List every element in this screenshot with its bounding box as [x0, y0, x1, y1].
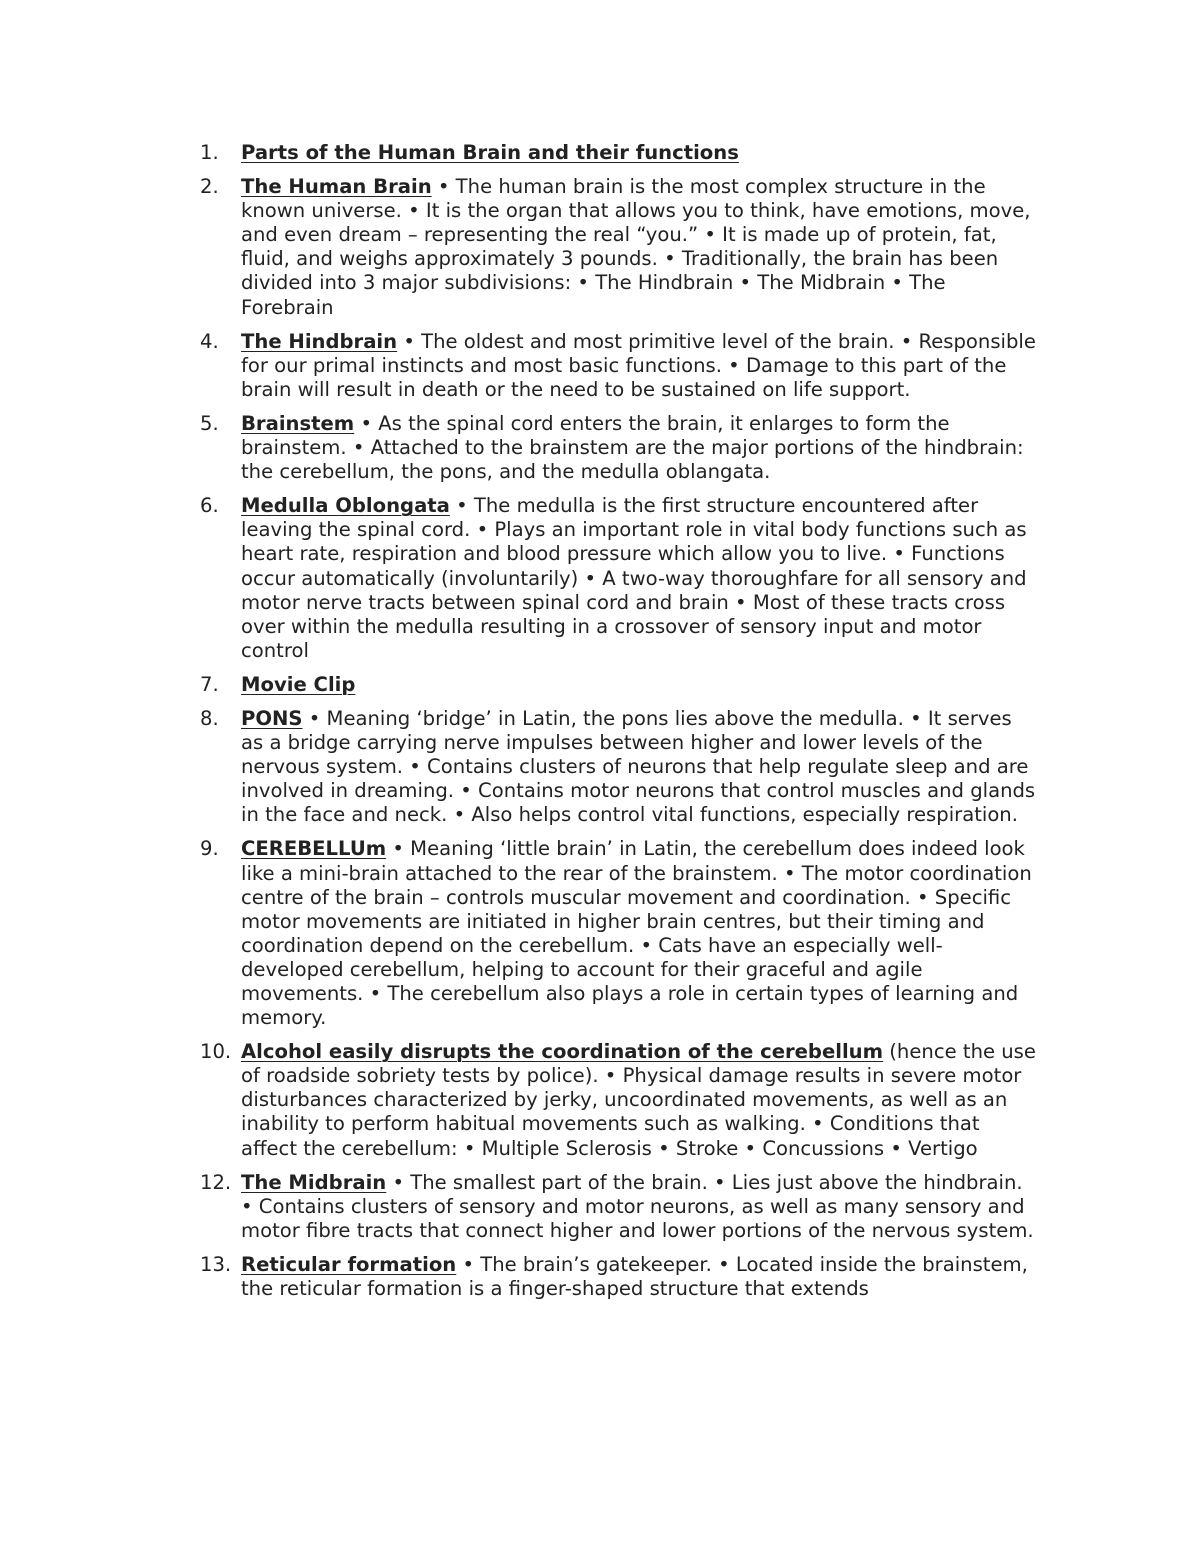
- list-item: [200, 330, 1040, 402]
- item-heading: Alcohol easily disrupts the coordination of the cerebellum: [241, 1040, 884, 1064]
- list-item: [200, 673, 1040, 697]
- numbered-list: [200, 141, 1040, 1311]
- item-heading: The Hindbrain: [241, 329, 398, 353]
- list-item: [200, 707, 1040, 827]
- item-number: 12.: [200, 1170, 232, 1194]
- item-number: 10.: [200, 1040, 232, 1064]
- item-number: 4.: [200, 329, 219, 353]
- item-number: 1.: [200, 141, 219, 164]
- item-heading: CEREBELLUm: [241, 837, 387, 861]
- item-number: 7.: [200, 672, 219, 696]
- list-item: [200, 494, 1040, 663]
- item-body: • The smallest part of the brain. • Lies just above the hindbrain. • Contains clusters of sensory and motor neurons, as well as many sensory and motor fibre tracts that connect higher and lower portions of the nervous system.: [241, 1170, 1034, 1242]
- item-number: 13.: [200, 1252, 232, 1276]
- item-number: 8.: [200, 706, 219, 730]
- item-body: • The oldest and most primitive level of the brain. • Responsible for our primal instincts and most basic functions. • Damage to this part of the brain will result in death or the need to be sustained on life support.: [241, 329, 1036, 401]
- item-body: • The human brain is the most complex structure in the known universe. • It is the organ that allows you to think, have emotions, move, and even dream – representing the real “you.” • It is made up of protein, fat, fluid, and weighs approximately 3 pounds. • Traditionally, the brain has been divided into 3 major subdivisions: • The Hindbrain • The Midbrain • The Forebrain: [241, 175, 1031, 319]
- list-item: [200, 412, 1040, 484]
- list-item: [200, 1253, 1040, 1301]
- list-item: [200, 1040, 1040, 1160]
- item-heading: Movie Clip: [241, 672, 356, 696]
- item-number: 9.: [200, 837, 219, 861]
- item-heading: Reticular formation: [241, 1252, 457, 1276]
- item-heading: PONS: [241, 706, 303, 730]
- list-item: [200, 837, 1040, 1030]
- item-body: • The brain’s gatekeeper. • Located inside the brainstem, the reticular formation is a finger-shaped structure that extends: [241, 1252, 1028, 1301]
- item-body: • Meaning ‘bridge’ in Latin, the pons lies above the medulla. • It serves as a bridge carrying nerve impulses between higher and lower levels of the nervous system. • Contains clusters of neurons that help regulate sleep and are involved in dreaming. • Contains motor neurons that control muscles and glands in the face and neck. • Also helps control vital functions, especially respiration.: [241, 706, 1036, 827]
- item-number: 2.: [200, 175, 219, 199]
- item-number: 5.: [200, 411, 219, 435]
- item-body: (hence the use of roadside sobriety tests by police). • Physical damage results in severe motor disturbances characterized by jerky, uncoordinated movements, as well as an inability to perform habitual movements such as walking. • Conditions that affect the cerebellum: • Multiple Sclerosis • Stroke • Concussions • Vertigo: [241, 1040, 1036, 1160]
- item-body: • The medulla is the first structure encountered after leaving the spinal cord. • Plays an important role in vital body functions such as heart rate, respiration and blood pressure which allow you to live. • Functions occur automatically (involuntarily) • A two-way thoroughfare for all sensory and motor nerve tracts between spinal cord and brain • Most of these tracts cross over within the medulla resulting in a crossover of sensory input and motor control: [241, 494, 1027, 662]
- item-heading: The Human Brain: [241, 175, 432, 199]
- item-body: • As the spinal cord enters the brain, it enlarges to form the brainstem. • Attached to the brainstem are the major portions of the hindbrain: the cerebellum, the pons, and the medulla oblangata.: [241, 411, 1024, 484]
- item-body: • Meaning ‘little brain’ in Latin, the cerebellum does indeed look like a mini-brain attached to the rear of the brainstem. • The motor coordination centre of the brain – controls muscular movement and coordination. • Specific motor movements are initiated in higher brain centres, but their timing and coordination depend on the cerebellum. • Cats have an especially well-developed cerebellum, helping to account for their graceful and agile movements. • The cerebellum also plays a role in certain types of learning and memory.: [241, 837, 1032, 1030]
- item-number: 6.: [200, 494, 219, 518]
- item-heading: The Midbrain: [241, 1170, 387, 1194]
- list-item: [200, 1171, 1040, 1243]
- list-item: [200, 141, 1040, 165]
- item-heading: Medulla Oblongata: [241, 494, 450, 518]
- item-heading: Parts of the Human Brain and their functions: [241, 141, 739, 164]
- item-heading: Brainstem: [241, 411, 355, 435]
- list-item: [200, 175, 1040, 320]
